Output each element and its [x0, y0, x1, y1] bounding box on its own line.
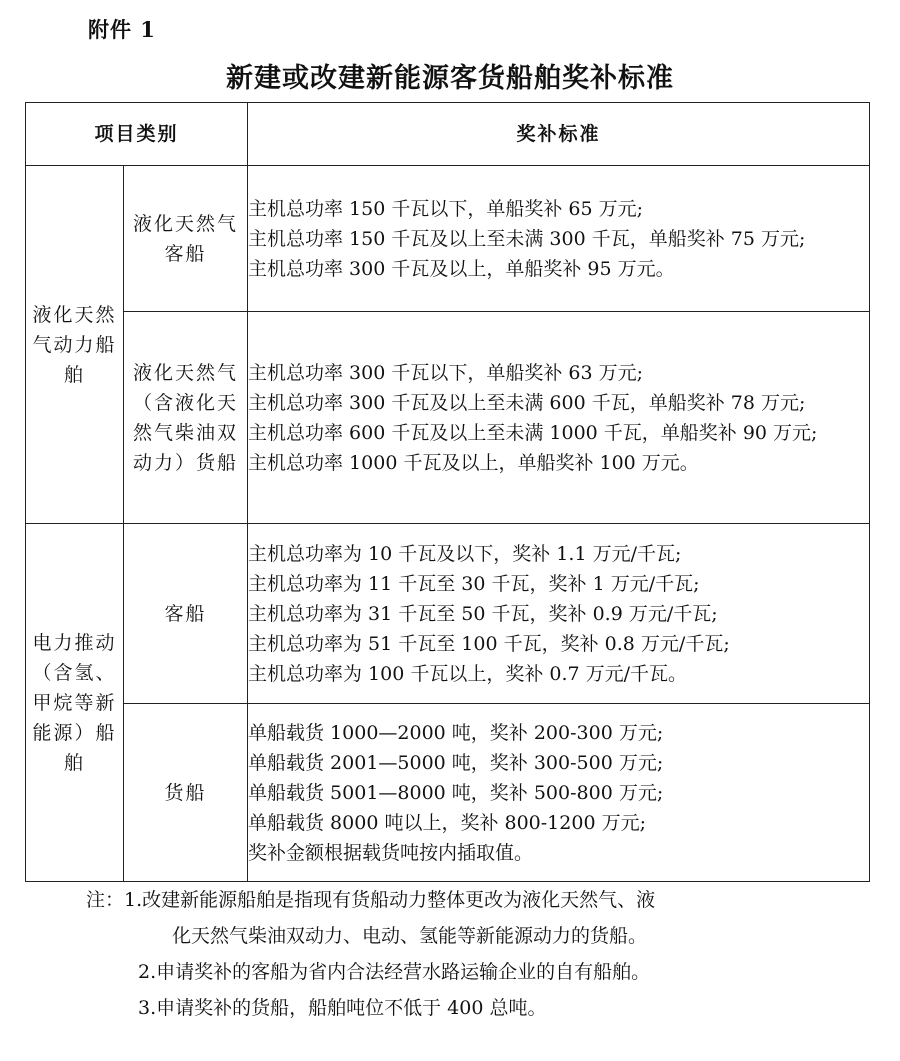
header-standard: 奖补标准	[248, 103, 870, 166]
table-row	[26, 312, 870, 524]
type-electric-cargo: 货船	[124, 704, 248, 882]
table-row	[26, 166, 870, 312]
standard-line: 主机总功率 150 千瓦以下，单船奖补 65 万元;	[248, 197, 644, 220]
standard-line: 单船载货 2001—5000 吨，奖补 300-500 万元;	[248, 751, 664, 774]
standard-cell	[248, 524, 870, 704]
standard-line: 主机总功率 300 千瓦以下，单船奖补 63 万元;	[248, 361, 644, 384]
category-lng-ships: 液化天然气动力船舶	[26, 166, 124, 524]
standard-line: 主机总功率为 31 千瓦至 50 千瓦，奖补 0.9 万元/千瓦;	[248, 602, 718, 625]
table-row	[26, 704, 870, 882]
note-line-1-continued: 化天然气柴油双动力、电动、氢能等新能源动力的货船。	[172, 925, 648, 947]
type-lng-cargo: 液化天然气（含液化天然气柴油双动力）货船	[124, 312, 248, 524]
standard-line: 主机总功率 300 千瓦及以上至未满 600 千瓦，单船奖补 78 万元;	[248, 391, 806, 414]
standard-line: 主机总功率 300 千瓦及以上，单船奖补 95 万元。	[248, 257, 675, 280]
attachment-label: 附件 1	[88, 17, 156, 42]
standard-line: 主机总功率 600 千瓦及以上至未满 1000 千瓦，单船奖补 90 万元;	[248, 421, 818, 444]
standard-line: 单船载货 5001—8000 吨，奖补 500-800 万元;	[248, 781, 664, 804]
standard-cell	[248, 312, 870, 524]
table-row	[26, 524, 870, 704]
standard-line: 主机总功率为 10 千瓦及以下，奖补 1.1 万元/千瓦;	[248, 542, 682, 565]
subsidy-standard-table	[25, 102, 870, 882]
standard-line: 主机总功率 150 千瓦及以上至未满 300 千瓦，单船奖补 75 万元;	[248, 227, 806, 250]
note-line-2: 2.申请奖补的客船为省内合法经营水路运输企业的自有船舶。	[138, 961, 651, 983]
standard-line: 单船载货 1000—2000 吨，奖补 200-300 万元;	[248, 721, 664, 744]
standard-cell	[248, 704, 870, 882]
type-electric-passenger: 客船	[124, 524, 248, 704]
table-header-row	[26, 103, 870, 166]
header-category: 项目类别	[26, 103, 248, 166]
category-electric-ships: 电力推动（含氢、甲烷等新能源）船舶	[26, 524, 124, 882]
type-lng-passenger: 液化天然气客船	[124, 166, 248, 312]
standard-line: 主机总功率 1000 千瓦及以上，单船奖补 100 万元。	[248, 451, 699, 474]
standard-line: 主机总功率为 11 千瓦至 30 千瓦，奖补 1 万元/千瓦;	[248, 572, 700, 595]
note-line-1: 注：1.改建新能源船舶是指现有货船动力整体更改为液化天然气、液	[86, 889, 656, 911]
note-line-3: 3.申请奖补的货船，船舶吨位不低于 400 总吨。	[138, 997, 547, 1019]
standard-line: 主机总功率为 51 千瓦至 100 千瓦，奖补 0.8 万元/千瓦;	[248, 632, 730, 655]
standard-line: 奖补金额根据载货吨按内插取值。	[248, 841, 534, 864]
standard-line: 单船载货 8000 吨以上，奖补 800-1200 万元;	[248, 811, 646, 834]
document-title: 新建或改建新能源客货船舶奖补标准	[226, 63, 674, 94]
standard-cell	[248, 166, 870, 312]
notes	[86, 882, 846, 1026]
standard-line: 主机总功率为 100 千瓦以上，奖补 0.7 万元/千瓦。	[248, 662, 688, 685]
